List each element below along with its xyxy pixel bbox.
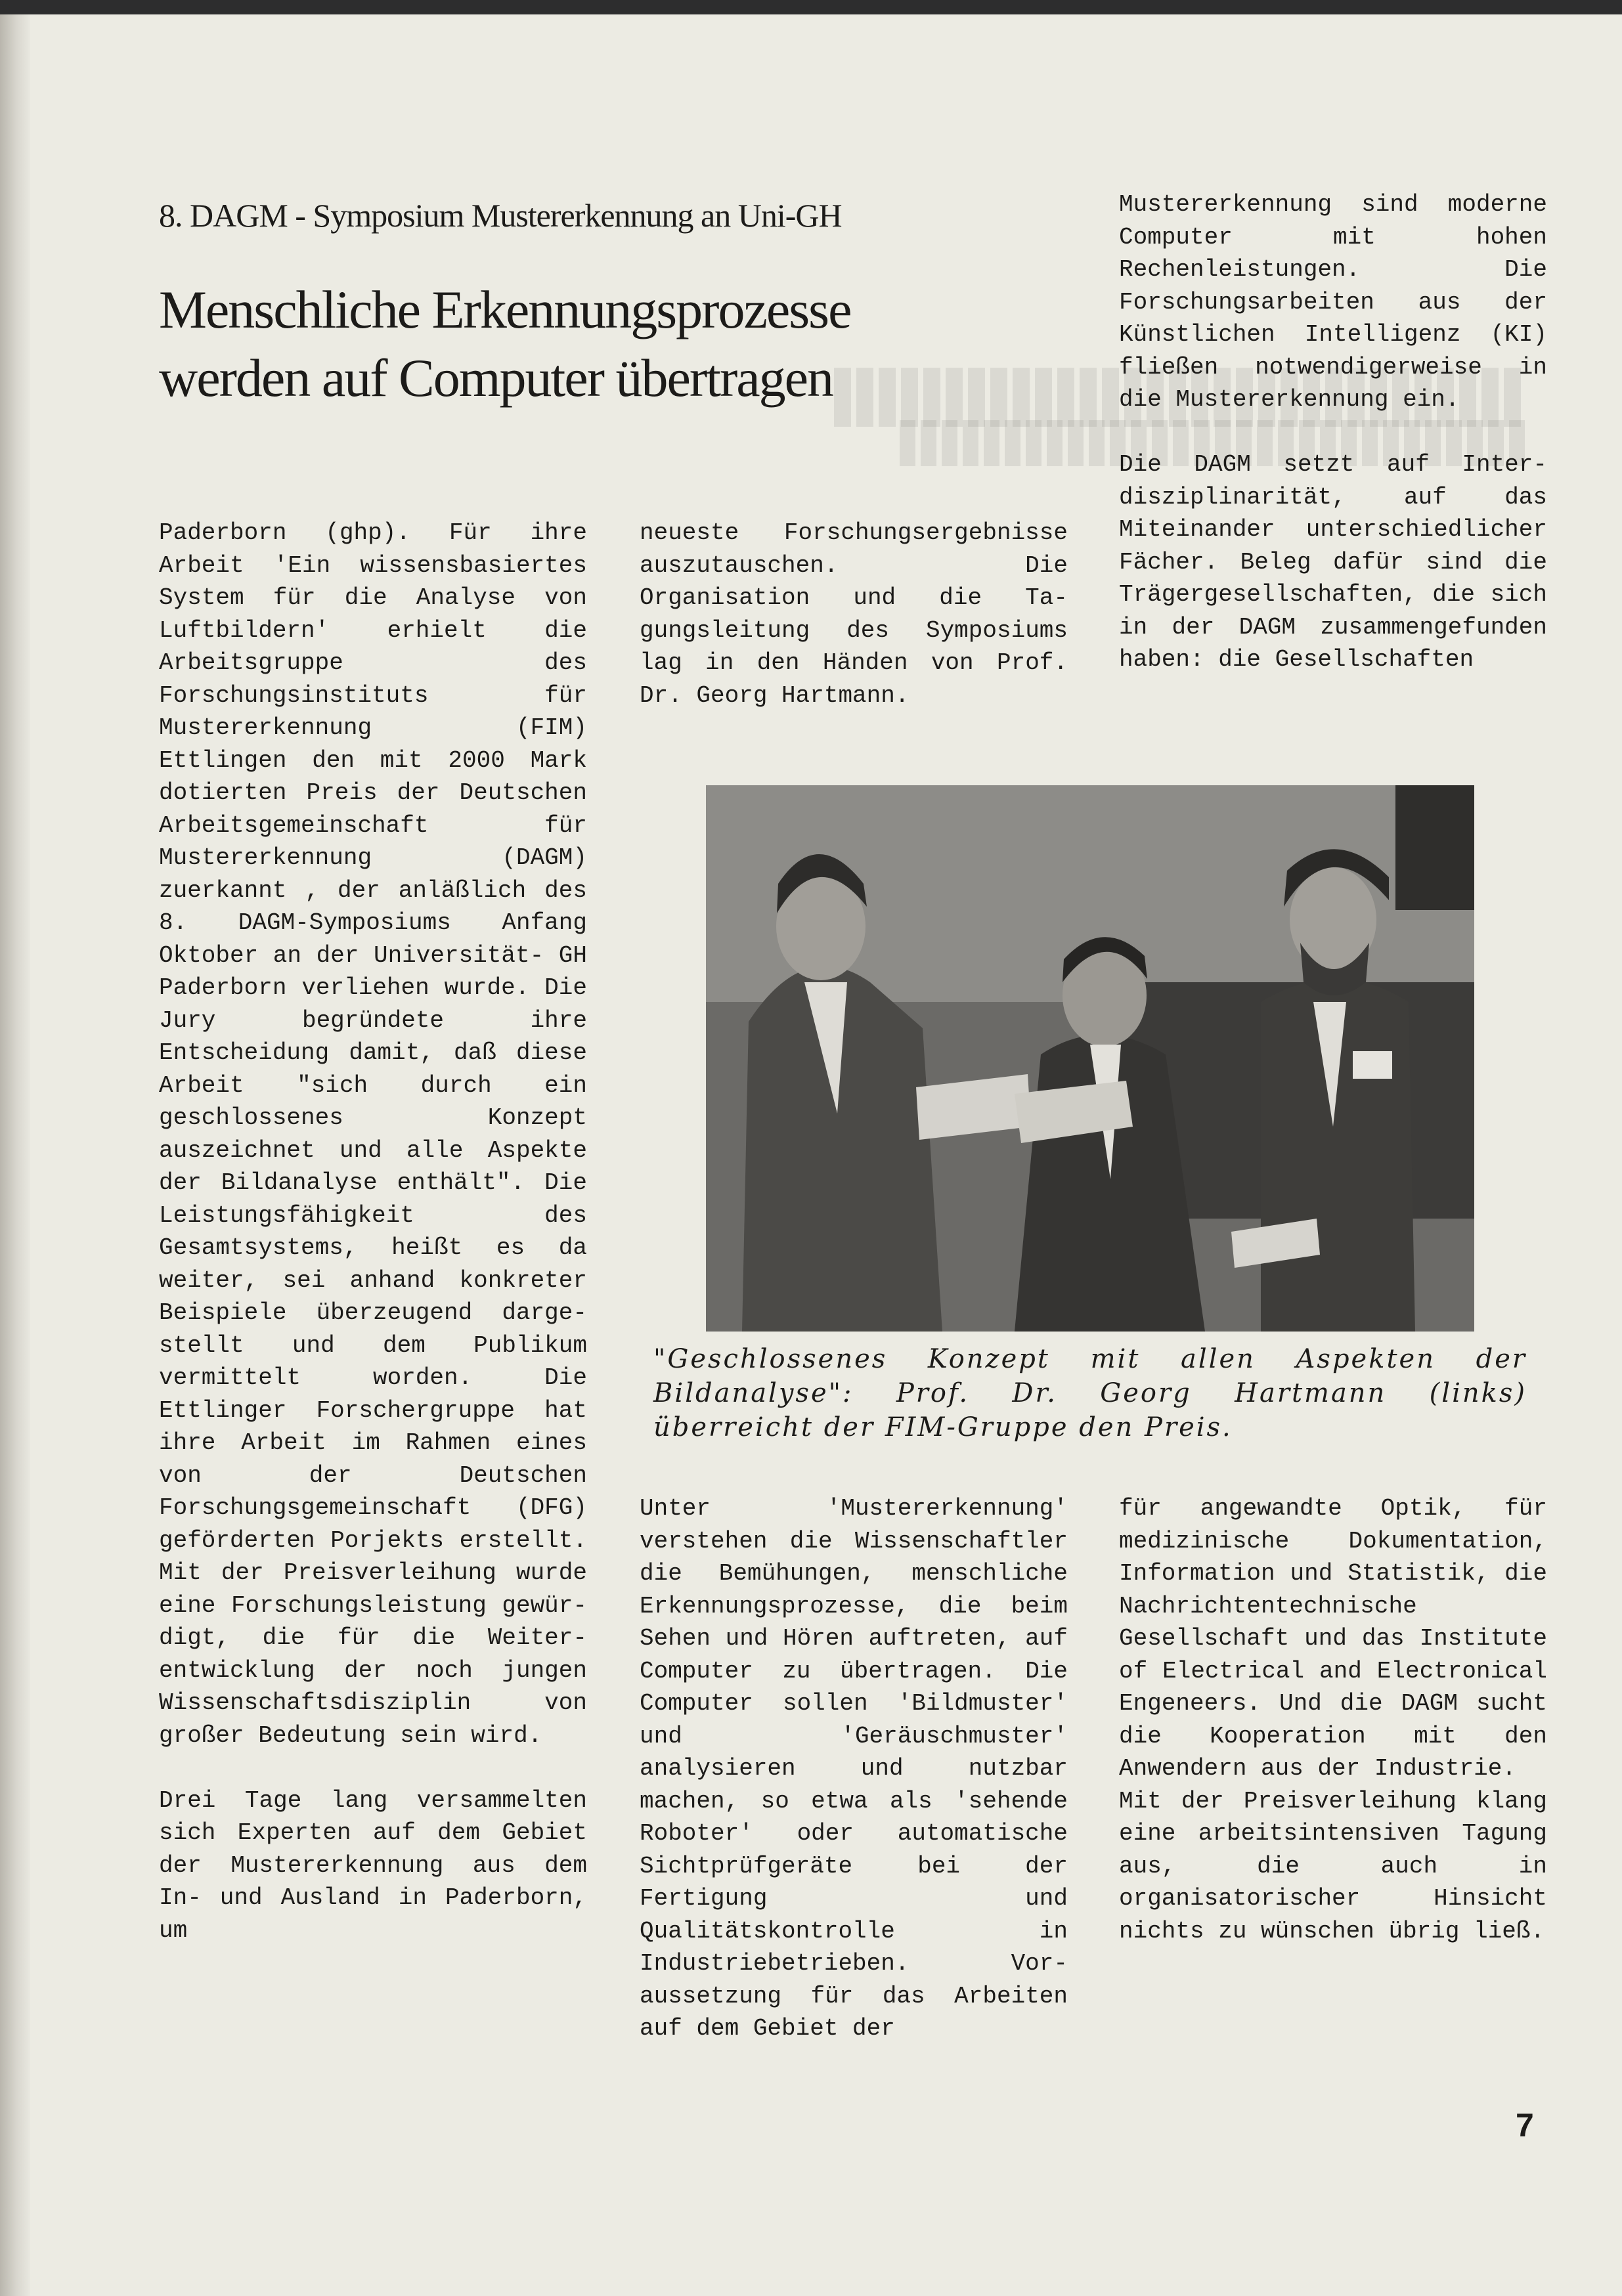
page-binding-shadow xyxy=(0,14,30,2296)
award-photo xyxy=(706,785,1474,1332)
column-middle-top xyxy=(640,517,1068,712)
paragraph: Mit der Preisverleihung klang eine arbeitsintensiven Tagung aus, die auch in organisatorischer Hinsicht nichts zu wünschen übrig ließ. xyxy=(1119,1787,1547,1945)
paragraph: Die DAGM setzt auf Interdisziplinarität, auf das Miteinander unterschiedlicher Fächer. Beleg dafür sind die Trägergesellschaften, die sich in der DAGM zusammengefunden haben: die Gesellschaften xyxy=(1119,451,1547,673)
award-ceremony-illustration xyxy=(706,785,1474,1332)
headline-line-2: werden auf Computer übertragen xyxy=(159,348,833,408)
paragraph: Unter 'Mustererkennung' verstehen die Wissenschaftler die Bemühungen, menschliche Erkennungsprozesse, die beim Sehen und Hören auftreten, auf Computer zu übertragen. Die Computer sollen 'Bildmuster' und 'Geräuschmuster' analysieren und nutzbar machen, so etwa als 'sehende Roboter' oder automatische Sichtprüfgeräte bei der Fertigung und Qualitätskontrolle in Industriebetrieben. Voraussetzung für das Arbeiten auf dem Gebiet der xyxy=(640,1495,1068,2042)
article-kicker: 8. DAGM - Symposium Mustererkennung an Uni-GH xyxy=(159,197,842,234)
column-right-top xyxy=(1119,188,1547,676)
page-number: 7 xyxy=(1516,2107,1534,2144)
column-left xyxy=(159,517,587,1947)
article-headline xyxy=(159,276,1013,412)
column-middle-bottom xyxy=(640,1492,1068,2045)
paragraph: Paderborn (ghp). Für ihre Arbeit 'Ein wissensbasiertes System für die Analyse von Luftbildern' erhielt die Arbeitsgruppe des Forschungsinstituts für Mustererkennung (FIM) Ettlingen den mit 2000 Mark dotierten Preis der Deutschen Arbeitsgemeinschaft für Mustererkennung (DAGM) zuerkannt , der anläßlich des 8. DAGM-Symposiums Anfang Oktober an der Universität- GH Paderborn verliehen wurde. Die Jury begründete ihre Entscheidung damit, daß diese Arbeit "sich durch ein geschlossenes Konzept auszeichnet und alle Aspekte der Bildanalyse enthält". Die Leistungsfähigkeit des Gesamtsystems, heißt es da weiter, sei anhand konkreter Beispiele überzeugend dargestellt und dem Publikum vermittelt worden. Die Ettlinger Forschergruppe hat ihre Arbeit im Rahmen eines von der Deutschen Forschungsgemeinschaft (DFG) geförderten Porjekts erstellt. Mit der Preisverleihung wurde eine Forschungsleistung gewürdigt, die für die Weiterentwicklung der noch jungen Wissenschaftsdisziplin von großer Bedeutung sein wird. xyxy=(159,519,587,1749)
photo-caption: "Geschlossenes Konzept mit allen Aspekten der Bildanalyse": Prof. Dr. Georg Hartmann (links) überreicht der FIM-Gruppe den Preis. xyxy=(653,1344,1527,1442)
paragraph: Mustererkennung sind moderne Computer mit hohen Rechenleistungen. Die Forschungsarbeiten aus der Künstlichen Intelligenz (KI) fließen notwendigerweise in die Mustererkennung ein. xyxy=(1119,191,1547,413)
headline-line-1: Menschliche Erkennungsprozesse xyxy=(159,280,851,339)
paragraph: neueste Forschungsergebnisse auszutauschen. Die Organisation und die Tagungsleitung des Symposiums lag in den Händen von Prof. Dr. Georg Hartmann. xyxy=(640,519,1068,709)
paragraph: Drei Tage lang versammelten sich Experten auf dem Gebiet der Mustererkennung aus dem In- und Ausland in Paderborn, um xyxy=(159,1787,587,1944)
column-right-bottom xyxy=(1119,1492,1547,1947)
scan-top-edge xyxy=(0,0,1622,14)
paragraph: für angewandte Optik, für medizinische Dokumentation, Information und Statistik, die Nachrichtentechnische Gesellschaft und das Institute of Electrical and Electronical Engeneers. Und die DAGM sucht die Kooperation mit den Anwendern aus der Industrie. xyxy=(1119,1495,1547,1782)
